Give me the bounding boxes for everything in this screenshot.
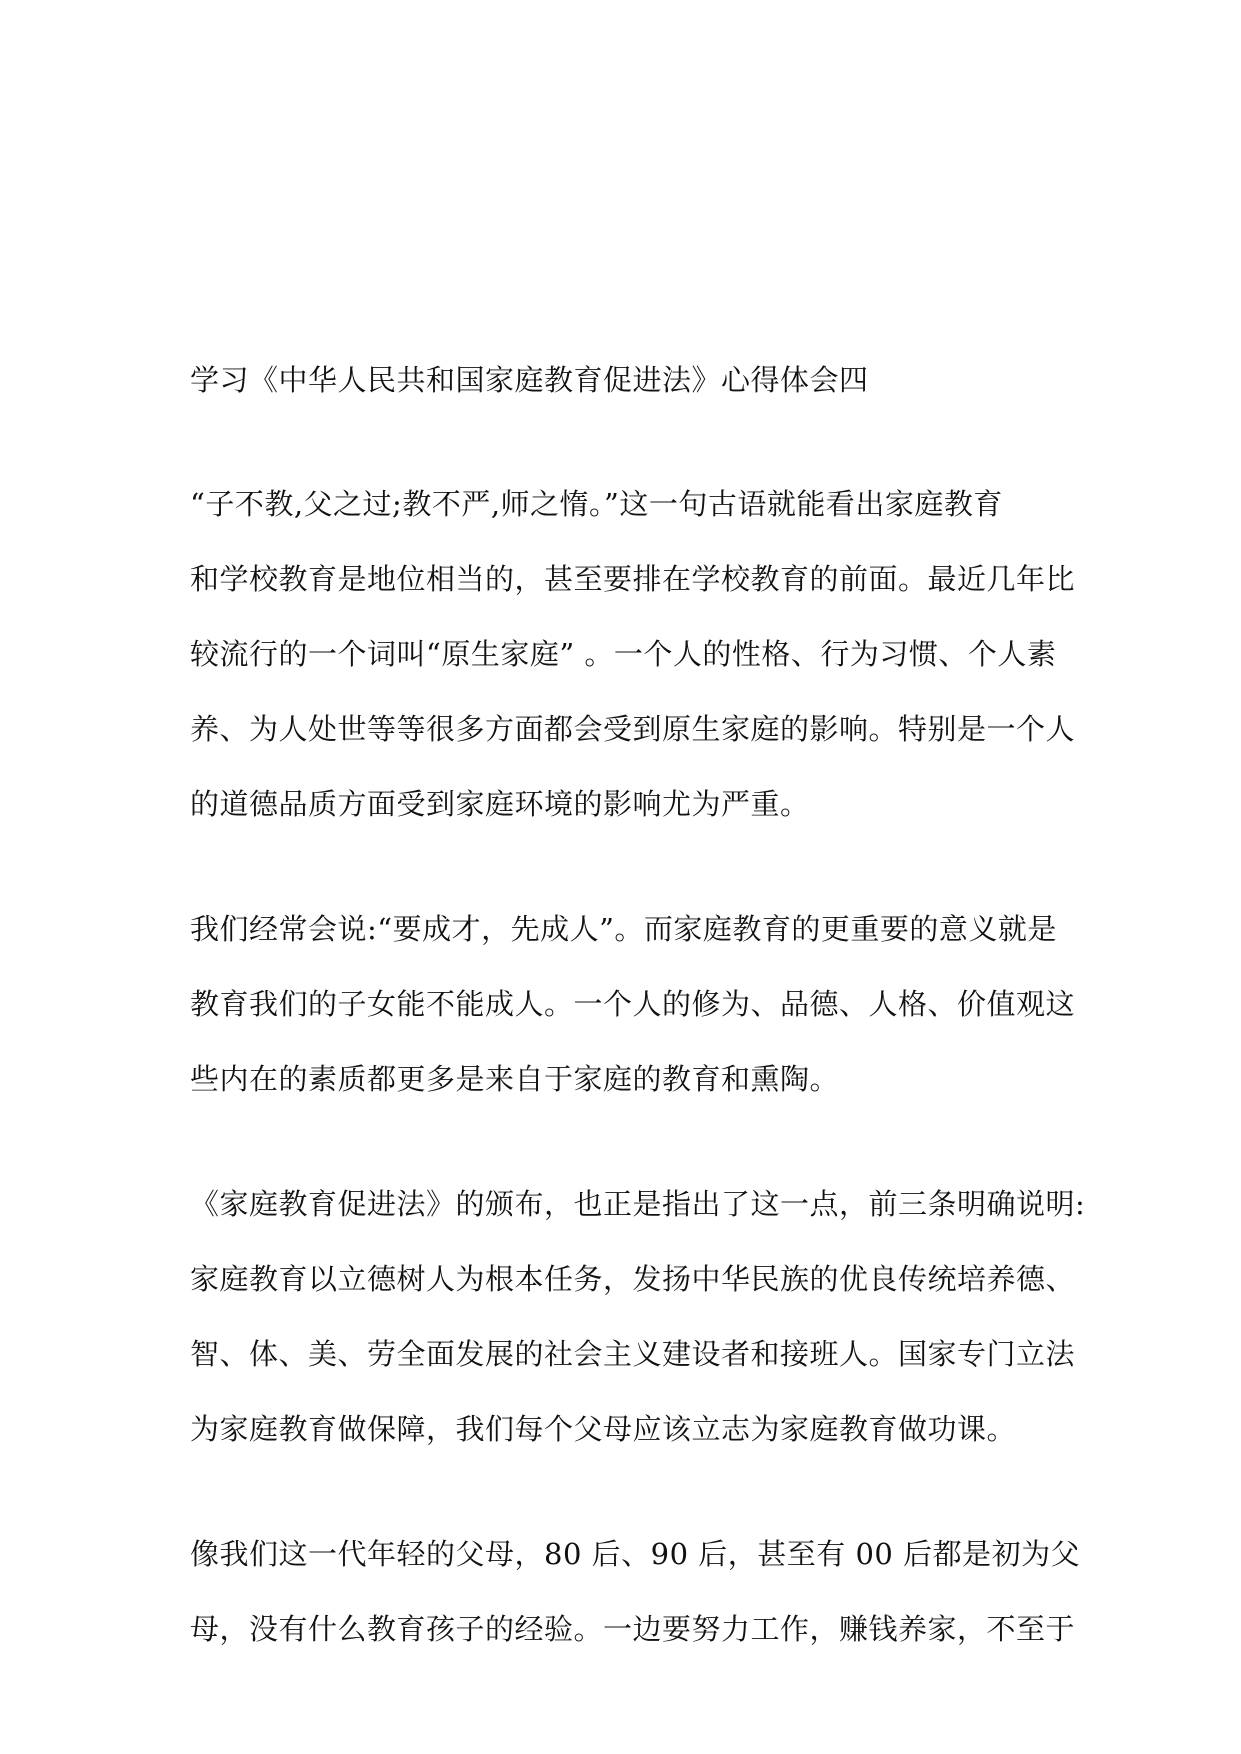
paragraph-line: 《家庭教育促进法》的颁布，也正是指出了这一点，前三条明确说明: [190, 1187, 1086, 1221]
paragraph-line: 和学校教育是地位相当的，甚至要排在学校教育的前面。最近几年比 [190, 562, 1076, 596]
paragraph-line: 的道德品质方面受到家庭环境的影响尤为严重。 [190, 787, 810, 821]
paragraph-line: 母，没有什么教育孩子的经验。一边要努力工作，赚钱养家，不至于 [190, 1612, 1076, 1646]
paragraph-line: 教育我们的子女能不能成人。一个人的修为、品德、人格、价值观这 [190, 987, 1076, 1021]
paragraph-line: 智、体、美、劳全面发展的社会主义建设者和接班人。国家专门立法 [190, 1337, 1076, 1371]
paragraph-line: 我们经常会说:“要成才，先成人”。而家庭教育的更重要的意义就是 [190, 912, 1057, 946]
paragraph-line: 为家庭教育做保障，我们每个父母应该立志为家庭教育做功课。 [190, 1412, 1017, 1446]
paragraph-line: 些内在的素质都更多是来自于家庭的教育和熏陶。 [190, 1062, 840, 1096]
paragraph-line: 较流行的一个词叫“原生家庭” 。一个人的性格、行为习惯、个人素 [190, 637, 1057, 671]
paragraph-line: 养、为人处世等等很多方面都会受到原生家庭的影响。特别是一个人 [190, 712, 1076, 746]
document-title: 学习《中华人民共和国家庭教育促进法》心得体会四 [190, 363, 869, 397]
paragraph-line: 家庭教育以立德树人为根本任务，发扬中华民族的优良传统培养德、 [190, 1262, 1076, 1296]
paragraph-line: “子不教,父之过;教不严,师之惰。”这一句古语就能看出家庭教育 [190, 487, 1003, 521]
paragraph-line: 像我们这一代年轻的父母，80 后、90 后，甚至有 00 后都是初为父 [190, 1537, 1081, 1571]
